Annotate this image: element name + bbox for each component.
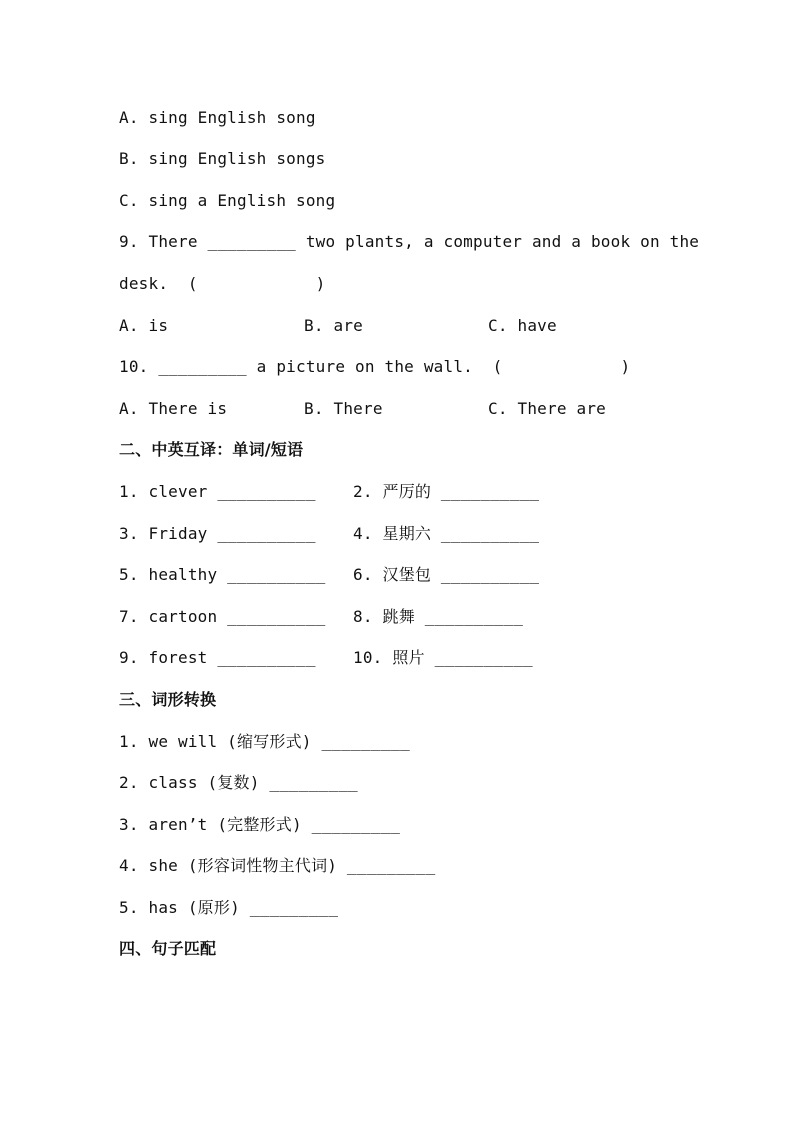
- q9-option-b: B. are: [304, 316, 363, 335]
- section2-row-5: [119, 646, 533, 670]
- word-form-item: 4. she (形容词性物主代词) _________: [119, 856, 436, 875]
- vocab-item: 9. forest __________: [119, 648, 316, 667]
- vocab-item: 5. healthy __________: [119, 565, 326, 584]
- q8-option-c: C. sing a English song: [119, 191, 336, 210]
- q10-option-c: C. There are: [488, 399, 606, 418]
- q10-option-a: A. There is: [119, 399, 228, 418]
- section2-row-2: [119, 522, 540, 546]
- vocab-item: 4. 星期六 __________: [353, 524, 540, 543]
- q10-stem: 10. _________ a picture on the wall. ( ): [119, 357, 631, 376]
- q8-option-a: A. sing English song: [119, 108, 316, 127]
- q9-option-a: A. is: [119, 316, 169, 335]
- section4-title: 四、句子匹配: [119, 939, 217, 958]
- q9-stem-line2: desk. ( ): [119, 274, 326, 293]
- vocab-item: 2. 严厉的 __________: [353, 482, 540, 501]
- word-form-item: 5. has (原形) _________: [119, 898, 339, 917]
- word-form-item: 2. class (复数) _________: [119, 773, 358, 792]
- q9-stem-line1: 9. There _________ two plants, a computer and a book on the: [119, 232, 700, 251]
- vocab-item: 8. 跳舞 __________: [353, 607, 524, 626]
- q10-options: [119, 397, 606, 421]
- vocab-item: 3. Friday __________: [119, 524, 316, 543]
- q9-option-c: C. have: [488, 316, 557, 335]
- section2-row-3: [119, 563, 540, 587]
- vocab-item: 7. cartoon __________: [119, 607, 326, 626]
- q9-options: [119, 314, 557, 338]
- q10-option-b: B. There: [304, 399, 383, 418]
- vocab-item: 1. clever __________: [119, 482, 316, 501]
- word-form-item: 1. we will (缩写形式) _________: [119, 732, 410, 751]
- word-form-item: 3. aren’t (完整形式) _________: [119, 815, 401, 834]
- q8-option-b: B. sing English songs: [119, 149, 326, 168]
- section2-title: 二、中英互译：单词/短语: [119, 440, 304, 459]
- vocab-item: 10. 照片 __________: [353, 648, 533, 667]
- section2-row-4: [119, 605, 524, 629]
- vocab-item: 6. 汉堡包 __________: [353, 565, 540, 584]
- section2-row-1: [119, 480, 540, 504]
- section3-title: 三、词形转换: [119, 690, 217, 709]
